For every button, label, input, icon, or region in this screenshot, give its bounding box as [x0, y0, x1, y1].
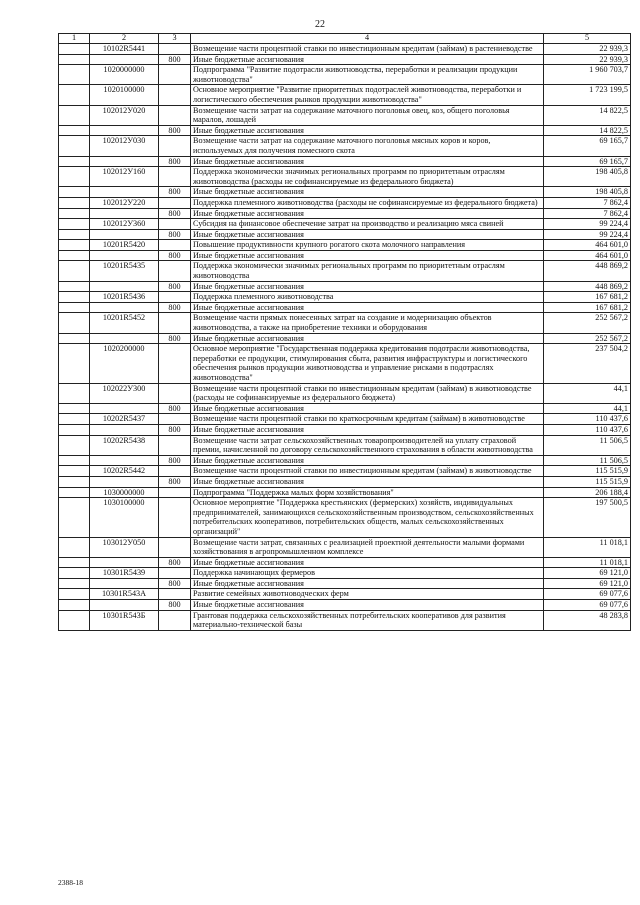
- target-article-code: 102022У300: [90, 383, 159, 403]
- expense-type-code: [159, 65, 191, 85]
- table-row: [59, 208, 631, 219]
- target-article-code: 10202R5442: [90, 466, 159, 477]
- target-article-code: 10201R5435: [90, 261, 159, 281]
- expense-type-code: [159, 435, 191, 455]
- expense-type-code: [159, 240, 191, 251]
- row-description: Поддержка начинающих фермеров: [191, 568, 544, 579]
- table-row: [59, 136, 631, 156]
- table-row: [59, 557, 631, 568]
- row-description: Возмещение части затрат на содержание маточного поголовья мясных коров и коров, используемых для получения помесного скота: [191, 136, 544, 156]
- expense-type-code: [159, 292, 191, 303]
- first-column-cell: [59, 498, 90, 537]
- column-header: 1: [59, 34, 90, 44]
- expense-type-code: 800: [159, 54, 191, 65]
- target-article-code: 102012У020: [90, 105, 159, 125]
- expense-type-code: [159, 197, 191, 208]
- target-article-code: [90, 54, 159, 65]
- first-column-cell: [59, 302, 90, 313]
- column-number-row: [59, 34, 631, 44]
- first-column-cell: [59, 197, 90, 208]
- target-article-code: [90, 187, 159, 198]
- target-article-code: [90, 302, 159, 313]
- first-column-cell: [59, 54, 90, 65]
- row-amount: 1 960 703,7: [544, 65, 631, 85]
- table-row: [59, 292, 631, 303]
- target-article-code: [90, 455, 159, 466]
- row-amount: 252 567,2: [544, 313, 631, 333]
- row-description: Иные бюджетные ассигнования: [191, 424, 544, 435]
- column-header: 4: [191, 34, 544, 44]
- row-amount: 22 939,3: [544, 44, 631, 55]
- expense-type-code: 800: [159, 578, 191, 589]
- expense-type-code: [159, 383, 191, 403]
- budget-table: [58, 33, 631, 631]
- row-amount: 252 567,2: [544, 333, 631, 344]
- first-column-cell: [59, 167, 90, 187]
- row-description: Поддержка экономически значимых региональных программ по приоритетным отраслям животноводства: [191, 261, 544, 281]
- first-column-cell: [59, 435, 90, 455]
- first-column-cell: [59, 187, 90, 198]
- row-amount: 167 681,2: [544, 292, 631, 303]
- row-amount: 197 500,5: [544, 498, 631, 537]
- row-amount: 7 862,4: [544, 197, 631, 208]
- table-row: [59, 44, 631, 55]
- first-column-cell: [59, 578, 90, 589]
- first-column-cell: [59, 600, 90, 611]
- first-column-cell: [59, 292, 90, 303]
- target-article-code: [90, 250, 159, 261]
- row-amount: 198 405,8: [544, 187, 631, 198]
- expense-type-code: 800: [159, 156, 191, 167]
- target-article-code: [90, 557, 159, 568]
- row-amount: 206 188,4: [544, 487, 631, 498]
- expense-type-code: [159, 167, 191, 187]
- first-column-cell: [59, 105, 90, 125]
- target-article-code: 1020200000: [90, 344, 159, 383]
- target-article-code: [90, 125, 159, 136]
- target-article-code: 10102R5441: [90, 44, 159, 55]
- document-code: 2388-18: [58, 878, 83, 887]
- target-article-code: 10202R5438: [90, 435, 159, 455]
- row-amount: 69 077,6: [544, 589, 631, 600]
- row-description: Развитие семейных животноводческих ферм: [191, 589, 544, 600]
- table-row: [59, 65, 631, 85]
- table-row: [59, 54, 631, 65]
- row-amount: 448 869,2: [544, 281, 631, 292]
- table-row: [59, 219, 631, 230]
- target-article-code: 102012У030: [90, 136, 159, 156]
- row-description: Поддержка племенного животноводства: [191, 292, 544, 303]
- row-amount: 22 939,3: [544, 54, 631, 65]
- row-description: Подпрограмма "Развитие подотрасли животноводства, переработки и реализации продукции животноводства": [191, 65, 544, 85]
- table-row: [59, 487, 631, 498]
- row-description: Иные бюджетные ассигнования: [191, 578, 544, 589]
- expense-type-code: 800: [159, 557, 191, 568]
- row-amount: 115 515,9: [544, 466, 631, 477]
- row-description: Иные бюджетные ассигнования: [191, 229, 544, 240]
- expense-type-code: [159, 105, 191, 125]
- target-article-code: 10201R5420: [90, 240, 159, 251]
- first-column-cell: [59, 156, 90, 167]
- expense-type-code: [159, 344, 191, 383]
- expense-type-code: [159, 85, 191, 105]
- expense-type-code: 800: [159, 125, 191, 136]
- table-row: [59, 610, 631, 630]
- table-row: [59, 105, 631, 125]
- table-row: [59, 229, 631, 240]
- row-amount: 69 077,6: [544, 600, 631, 611]
- table-row: [59, 600, 631, 611]
- expense-type-code: [159, 498, 191, 537]
- expense-type-code: [159, 414, 191, 425]
- first-column-cell: [59, 333, 90, 344]
- expense-type-code: 800: [159, 476, 191, 487]
- table-row: [59, 261, 631, 281]
- first-column-cell: [59, 424, 90, 435]
- target-article-code: 10301R543Б: [90, 610, 159, 630]
- row-description: Возмещение части затрат на содержание маточного поголовья овец, коз, общего поголовья маралов, лошадей: [191, 105, 544, 125]
- row-amount: 48 283,8: [544, 610, 631, 630]
- table-row: [59, 333, 631, 344]
- first-column-cell: [59, 125, 90, 136]
- row-amount: 7 862,4: [544, 208, 631, 219]
- first-column-cell: [59, 476, 90, 487]
- expense-type-code: 800: [159, 403, 191, 414]
- row-description: Возмещение части затрат сельскохозяйственных товаропроизводителей на уплату страховой премии, начисленной по договору сельскохозяйственного страхования в области животноводства: [191, 435, 544, 455]
- row-amount: 14 822,5: [544, 125, 631, 136]
- table-row: [59, 455, 631, 466]
- expense-type-code: 800: [159, 600, 191, 611]
- first-column-cell: [59, 281, 90, 292]
- first-column-cell: [59, 466, 90, 477]
- row-description: Иные бюджетные ассигнования: [191, 302, 544, 313]
- row-description: Иные бюджетные ассигнования: [191, 333, 544, 344]
- first-column-cell: [59, 136, 90, 156]
- expense-type-code: [159, 313, 191, 333]
- table-row: [59, 313, 631, 333]
- row-amount: 167 681,2: [544, 302, 631, 313]
- row-description: Иные бюджетные ассигнования: [191, 250, 544, 261]
- first-column-cell: [59, 344, 90, 383]
- table-row: [59, 125, 631, 136]
- table-row: [59, 156, 631, 167]
- expense-type-code: 800: [159, 455, 191, 466]
- table-row: [59, 167, 631, 187]
- expense-type-code: [159, 136, 191, 156]
- column-header: 2: [90, 34, 159, 44]
- expense-type-code: [159, 537, 191, 557]
- first-column-cell: [59, 261, 90, 281]
- table-row: [59, 187, 631, 198]
- target-article-code: [90, 578, 159, 589]
- first-column-cell: [59, 250, 90, 261]
- row-description: Основное мероприятие "Государственная поддержка кредитования подотрасли животноводства, переработки ее продукции, стимулирования сбыта, развития инфраструктуры и логистического обеспечения рынков продукции животноводства и управление рисками в подотраслях животноводства": [191, 344, 544, 383]
- target-article-code: 102012У160: [90, 167, 159, 187]
- expense-type-code: [159, 610, 191, 630]
- first-column-cell: [59, 208, 90, 219]
- target-article-code: 1020000000: [90, 65, 159, 85]
- target-article-code: 10301R543А: [90, 589, 159, 600]
- target-article-code: 1030000000: [90, 487, 159, 498]
- row-description: Поддержка племенного животноводства (расходы не софинансируемые из федерального бюджета): [191, 197, 544, 208]
- row-description: Иные бюджетные ассигнования: [191, 125, 544, 136]
- row-description: Повышение продуктивности крупного рогатого скота молочного направления: [191, 240, 544, 251]
- table-row: [59, 250, 631, 261]
- row-description: Иные бюджетные ассигнования: [191, 54, 544, 65]
- row-amount: 44,1: [544, 403, 631, 414]
- table-row: [59, 476, 631, 487]
- row-description: Возмещение части процентной ставки по инвестиционным кредитам (займам) в растениеводстве: [191, 44, 544, 55]
- target-article-code: 1030100000: [90, 498, 159, 537]
- row-description: Возмещение части процентной ставки по краткосрочным кредитам (займам) в животноводстве: [191, 414, 544, 425]
- row-description: Иные бюджетные ассигнования: [191, 187, 544, 198]
- target-article-code: 103012У050: [90, 537, 159, 557]
- first-column-cell: [59, 568, 90, 579]
- table-row: [59, 85, 631, 105]
- row-description: Иные бюджетные ассигнования: [191, 208, 544, 219]
- row-amount: 11 506,5: [544, 435, 631, 455]
- row-description: Субсидия на финансовое обеспечение затрат на производство и реализацию мяса свиней: [191, 219, 544, 230]
- row-description: Иные бюджетные ассигнования: [191, 403, 544, 414]
- target-article-code: 102012У220: [90, 197, 159, 208]
- expense-type-code: 800: [159, 302, 191, 313]
- first-column-cell: [59, 383, 90, 403]
- first-column-cell: [59, 610, 90, 630]
- target-article-code: 1020100000: [90, 85, 159, 105]
- target-article-code: 10201R5436: [90, 292, 159, 303]
- target-article-code: [90, 281, 159, 292]
- target-article-code: [90, 333, 159, 344]
- table-row: [59, 424, 631, 435]
- row-description: Иные бюджетные ассигнования: [191, 600, 544, 611]
- table-row: [59, 414, 631, 425]
- first-column-cell: [59, 240, 90, 251]
- row-description: Основное мероприятие "Поддержка крестьянских (фермерских) хозяйств, индивидуальных предпринимателей, занимающихся сельскохозяйственным производством, сельскохозяйственных потребительских кооперативов, потребительских обществ, малых сельскохозяйственных организаций": [191, 498, 544, 537]
- target-article-code: 102012У360: [90, 219, 159, 230]
- table-row: [59, 435, 631, 455]
- row-description: Возмещение части процентной ставки по инвестиционным кредитам (займам) в животноводстве: [191, 466, 544, 477]
- row-amount: 237 504,2: [544, 344, 631, 383]
- table-row: [59, 498, 631, 537]
- row-amount: 11 018,1: [544, 557, 631, 568]
- row-amount: 69 165,7: [544, 136, 631, 156]
- first-column-cell: [59, 229, 90, 240]
- first-column-cell: [59, 557, 90, 568]
- table-row: [59, 281, 631, 292]
- first-column-cell: [59, 219, 90, 230]
- expense-type-code: 800: [159, 187, 191, 198]
- table-row: [59, 568, 631, 579]
- row-amount: 1 723 199,5: [544, 85, 631, 105]
- target-article-code: 10301R5439: [90, 568, 159, 579]
- first-column-cell: [59, 589, 90, 600]
- table-row: [59, 578, 631, 589]
- row-description: Иные бюджетные ассигнования: [191, 281, 544, 292]
- first-column-cell: [59, 414, 90, 425]
- row-amount: 448 869,2: [544, 261, 631, 281]
- row-amount: 464 601,0: [544, 250, 631, 261]
- row-description: Иные бюджетные ассигнования: [191, 476, 544, 487]
- target-article-code: [90, 403, 159, 414]
- row-amount: 14 822,5: [544, 105, 631, 125]
- row-amount: 69 121,0: [544, 578, 631, 589]
- table-row: [59, 240, 631, 251]
- column-header: 3: [159, 34, 191, 44]
- first-column-cell: [59, 313, 90, 333]
- table-row: [59, 383, 631, 403]
- target-article-code: [90, 424, 159, 435]
- expense-type-code: 800: [159, 229, 191, 240]
- row-amount: 464 601,0: [544, 240, 631, 251]
- expense-type-code: [159, 487, 191, 498]
- table-row: [59, 344, 631, 383]
- target-article-code: [90, 229, 159, 240]
- expense-type-code: [159, 261, 191, 281]
- expense-type-code: 800: [159, 250, 191, 261]
- first-column-cell: [59, 537, 90, 557]
- expense-type-code: 800: [159, 424, 191, 435]
- row-description: Подпрограмма "Поддержка малых форм хозяйствования": [191, 487, 544, 498]
- row-amount: 110 437,6: [544, 424, 631, 435]
- row-description: Поддержка экономически значимых региональных программ по приоритетным отраслям животноводства (расходы не софинансируемые из федерального бюджета): [191, 167, 544, 187]
- row-description: Основное мероприятие "Развитие приоритетных подотраслей животноводства, переработки и логистического обеспечения рынков продукции животноводства": [191, 85, 544, 105]
- target-article-code: [90, 476, 159, 487]
- row-amount: 69 165,7: [544, 156, 631, 167]
- first-column-cell: [59, 85, 90, 105]
- first-column-cell: [59, 65, 90, 85]
- expense-type-code: 800: [159, 333, 191, 344]
- target-article-code: [90, 600, 159, 611]
- row-amount: 69 121,0: [544, 568, 631, 579]
- first-column-cell: [59, 455, 90, 466]
- row-amount: 99 224,4: [544, 219, 631, 230]
- row-amount: 115 515,9: [544, 476, 631, 487]
- row-amount: 99 224,4: [544, 229, 631, 240]
- first-column-cell: [59, 487, 90, 498]
- row-description: Иные бюджетные ассигнования: [191, 455, 544, 466]
- first-column-cell: [59, 403, 90, 414]
- target-article-code: 10202R5437: [90, 414, 159, 425]
- row-amount: 198 405,8: [544, 167, 631, 187]
- target-article-code: [90, 156, 159, 167]
- row-description: Иные бюджетные ассигнования: [191, 156, 544, 167]
- table-row: [59, 403, 631, 414]
- target-article-code: [90, 208, 159, 219]
- expense-type-code: [159, 466, 191, 477]
- row-amount: 11 506,5: [544, 455, 631, 466]
- expense-type-code: 800: [159, 208, 191, 219]
- expense-type-code: [159, 589, 191, 600]
- table-row: [59, 537, 631, 557]
- page-number: 22: [315, 19, 325, 30]
- table-row: [59, 466, 631, 477]
- expense-type-code: [159, 44, 191, 55]
- table-row: [59, 589, 631, 600]
- expense-type-code: 800: [159, 281, 191, 292]
- column-header: 5: [544, 34, 631, 44]
- expense-type-code: [159, 219, 191, 230]
- target-article-code: 10201R5452: [90, 313, 159, 333]
- row-amount: 11 018,1: [544, 537, 631, 557]
- table-row: [59, 302, 631, 313]
- row-description: Возмещение части прямых понесенных затрат на создание и модернизацию объектов животноводства, а также на приобретение техники и оборудования: [191, 313, 544, 333]
- row-amount: 44,1: [544, 383, 631, 403]
- row-amount: 110 437,6: [544, 414, 631, 425]
- row-description: Возмещение части процентной ставки по инвестиционным кредитам (займам) в животноводстве (расходы не софинансируемые из федерального бюджета): [191, 383, 544, 403]
- row-description: Грантовая поддержка сельскохозяйственных потребительских кооперативов для развития материально-технической базы: [191, 610, 544, 630]
- table-row: [59, 197, 631, 208]
- expense-type-code: [159, 568, 191, 579]
- row-description: Иные бюджетные ассигнования: [191, 557, 544, 568]
- row-description: Возмещение части затрат, связанных с реализацией проектной деятельности малыми формами хозяйствования в агропромышленном комплексе: [191, 537, 544, 557]
- first-column-cell: [59, 44, 90, 55]
